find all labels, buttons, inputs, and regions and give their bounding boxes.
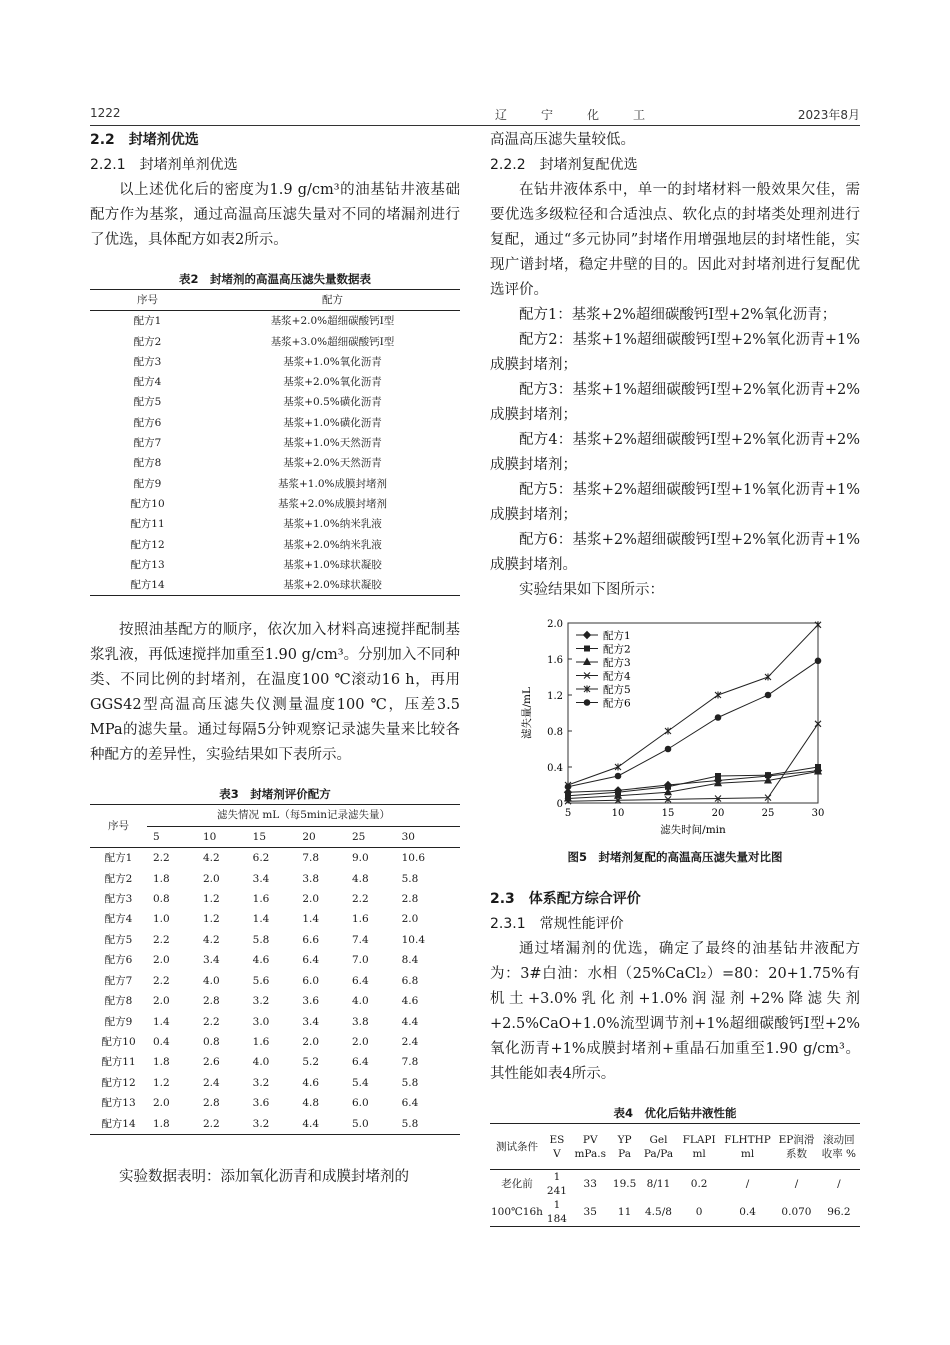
- table-cell: 4.0: [351, 995, 369, 1008]
- table-row: [90, 1114, 460, 1135]
- table-row: [90, 311, 460, 332]
- data-point-5: [615, 764, 621, 771]
- table-cell: 配方3: [104, 893, 133, 906]
- table-cell: 基浆+2.0%超细碳酸钙Ⅰ型: [270, 315, 395, 328]
- table-cell: 配方11: [101, 1056, 136, 1069]
- section-2-2-title: 2.2 封堵剂优选: [90, 132, 199, 148]
- series-line-3: [568, 772, 818, 799]
- legend-marker: [584, 700, 590, 706]
- table-cell: 11: [617, 1206, 632, 1218]
- table-cell: 4.6: [302, 1076, 320, 1089]
- paragraph: 以上述优化后的密度为1.9 g/cm³的油基钻井液基础配方作为基浆，通过高温高压滤失量对不同的堵漏剂进行了优选，具体配方如表2所示。: [90, 182, 460, 248]
- data-point-6: [565, 784, 571, 790]
- table-cell: 3.6: [302, 995, 320, 1008]
- table-row: [90, 950, 460, 970]
- table-cell: 2.0: [203, 872, 220, 885]
- table-row: [90, 930, 460, 950]
- table-cell: 3.2: [252, 995, 270, 1008]
- table-cell: 1.8: [153, 1117, 170, 1130]
- table-cell: 基浆+2.0%天然沥青: [283, 457, 382, 470]
- table-header: 测试条件: [495, 1140, 538, 1153]
- table-cell: 1.2: [203, 893, 220, 906]
- table-cell: 6.0: [351, 1097, 369, 1110]
- table-cell: 10.6: [401, 852, 426, 865]
- table-cell: 配方8: [104, 995, 133, 1008]
- table-cell: 6.0: [302, 974, 320, 987]
- table-cell: 3.4: [252, 872, 270, 885]
- table-cell: 2.2: [203, 1015, 220, 1028]
- table-row: [90, 514, 460, 534]
- table-cell: 0.070: [781, 1206, 812, 1218]
- page-number: 1222: [90, 106, 121, 120]
- table-header: ES V: [549, 1133, 565, 1160]
- table-header-time: 25: [351, 830, 366, 843]
- table-cell: 2.4: [401, 1035, 419, 1048]
- table-cell: 4.0: [252, 1056, 270, 1069]
- table-cell: 基浆+0.5%磺化沥青: [283, 396, 382, 409]
- table-row: [90, 971, 460, 991]
- table-3: [90, 804, 460, 1135]
- x-tick-label: 25: [761, 808, 775, 819]
- table-cell: 7.8: [401, 1056, 419, 1069]
- table-cell: /: [794, 1178, 799, 1190]
- table-cell: 6.2: [252, 852, 270, 865]
- x-tick-label: 10: [611, 808, 625, 819]
- table-cell: 4.2: [203, 852, 220, 865]
- table-cell: 8/11: [646, 1178, 671, 1190]
- formula-item: 配方4：基浆+2%超细碳酸钙Ⅰ型+2%氧化沥青+2%成膜封堵剂；: [490, 432, 860, 473]
- table-cell: 配方6: [104, 954, 133, 967]
- table-cell: 基浆+1.0%氧化沥青: [283, 355, 382, 368]
- formula-item: 配方2：基浆+1%超细碳酸钙Ⅰ型+2%氧化沥青+1%成膜封堵剂；: [490, 332, 860, 373]
- table-cell: 配方2: [104, 872, 133, 885]
- table-cell: 配方10: [130, 497, 165, 510]
- table-cell: 1.6: [351, 913, 369, 926]
- table-cell: 配方8: [133, 457, 162, 470]
- table-cell: 2.0: [153, 995, 170, 1008]
- table-cell: 1.4: [252, 913, 270, 926]
- table-cell: 4.4: [401, 1015, 419, 1028]
- table-cell: 7.4: [351, 933, 369, 946]
- table-cell: 配方11: [130, 518, 165, 531]
- table-cell: 0.8: [153, 893, 170, 906]
- table-header-time: 15: [252, 830, 267, 843]
- table-3-caption: 表3 封堵剂评价配方: [219, 787, 331, 802]
- table-cell: 4.6: [401, 995, 419, 1008]
- y-tick-label: 0.4: [547, 763, 563, 774]
- table-cell: 9.0: [351, 852, 369, 865]
- data-point-5: [765, 674, 771, 681]
- table-cell: 5.4: [351, 1076, 369, 1089]
- table-cell: 4.4: [302, 1117, 320, 1130]
- table-cell: 0.2: [690, 1178, 708, 1190]
- data-point-5: [715, 692, 721, 699]
- table-cell: 配方10: [101, 1035, 136, 1048]
- series-line-4: [568, 724, 818, 801]
- x-tick-label: 30: [811, 808, 825, 819]
- paragraph: 实验结果如下图所示：: [519, 582, 664, 598]
- table-cell: 3.2: [252, 1117, 270, 1130]
- data-point-5: [815, 621, 821, 628]
- table-cell: 3.8: [302, 872, 320, 885]
- journal-name: 辽宁化工: [495, 108, 680, 122]
- table-cell: 配方4: [133, 376, 162, 389]
- table-cell: 2.0: [153, 1097, 170, 1110]
- table-cell: 7.0: [351, 954, 369, 967]
- table-cell: 2.4: [203, 1076, 220, 1089]
- table-cell: 配方7: [104, 974, 133, 987]
- table-cell: 配方13: [101, 1097, 136, 1110]
- table-row: [90, 392, 460, 412]
- formula-list: [490, 303, 860, 578]
- table-cell: 配方14: [130, 579, 165, 592]
- table-cell: 配方13: [130, 558, 165, 571]
- table-4-caption: 表4 优化后钻井液性能: [613, 1106, 737, 1120]
- table-row: [90, 869, 460, 889]
- table-cell: 1.0: [153, 913, 170, 926]
- table-cell: 基浆+2.0%氧化沥青: [283, 376, 382, 389]
- data-point-6: [715, 715, 721, 721]
- table-cell: 2.0: [302, 1035, 320, 1048]
- table-cell: 配方4: [104, 913, 133, 926]
- table-cell: 0: [695, 1206, 703, 1218]
- x-tick-label: 20: [711, 808, 725, 819]
- table-header: YP Pa: [617, 1133, 632, 1160]
- paragraph-continuation: 高温高压滤失量较低。: [490, 132, 635, 148]
- right-column: [490, 128, 860, 1227]
- table-cell: 96.2: [827, 1206, 851, 1218]
- paragraph: 按照油基配方的顺序，依次加入材料高速搅拌配制基浆乳液，再低速搅拌加重至1.90 g/cm³。分别加入不同种类、不同比例的封堵剂，在温度100 ℃滚动16 h，再用GGS42型高温高压滤失仪测量温度100 ℃，压差3.5 MPa的滤失量。通过每隔5分钟观察记录滤失量来比较各种配方的差异性，实验结果如下表所示。: [90, 622, 460, 764]
- issue-date: 2023年8月: [797, 108, 860, 122]
- table-cell: 1.6: [252, 893, 270, 906]
- table-row: [90, 889, 460, 909]
- x-tick-label: 5: [564, 808, 572, 819]
- table-cell: 基浆+3.0%超细碳酸钙Ⅰ型: [270, 335, 395, 348]
- table-cell: 6.8: [401, 974, 419, 987]
- data-point-6: [665, 746, 671, 752]
- table-cell: 5.8: [401, 1117, 419, 1130]
- section-2-3-title: 2.3 体系配方综合评价: [490, 891, 641, 907]
- section-2-2-2-title: 2.2.2 封堵剂复配优选: [490, 157, 638, 173]
- table-cell: 配方6: [133, 416, 162, 429]
- table-cell: 2.0: [351, 1035, 369, 1048]
- table-cell: 4.0: [203, 974, 220, 987]
- table-cell: 1.2: [153, 1076, 170, 1089]
- table-cell: 5.6: [252, 974, 270, 987]
- table-cell: 4.5/8: [645, 1206, 672, 1218]
- header-rule: [90, 125, 860, 126]
- table-header: PV mPa.s: [574, 1133, 607, 1160]
- table-cell: 配方3: [133, 355, 162, 368]
- table-header: 序号: [137, 294, 158, 306]
- page-header: [90, 106, 860, 124]
- table-row: [90, 555, 460, 575]
- table-row: [90, 494, 460, 514]
- table-cell: 基浆+2.0%成膜封堵剂: [278, 497, 387, 510]
- table-row: [90, 352, 460, 372]
- table-cell: 7.8: [302, 852, 320, 865]
- table-cell: /: [837, 1178, 841, 1190]
- table-header: Gel Pa/Pa: [643, 1133, 674, 1160]
- legend-label: 配方3: [603, 657, 631, 669]
- table-header: FLHTHP ml: [724, 1133, 771, 1160]
- table-cell: 配方1: [133, 315, 162, 328]
- table-row: [90, 474, 460, 494]
- table-cell: 1.2: [203, 913, 220, 926]
- table-cell: 2.8: [401, 893, 419, 906]
- table-cell: 配方12: [130, 538, 165, 551]
- table-header-time: 30: [401, 830, 415, 843]
- table-cell: /: [745, 1178, 750, 1190]
- table-header-time: 5: [153, 830, 160, 843]
- table-cell: 基浆+2.0%纳米乳液: [283, 538, 382, 551]
- table-cell: 0.8: [203, 1035, 220, 1048]
- table-cell: 5.8: [401, 872, 419, 885]
- table-cell: 1.4: [302, 913, 320, 926]
- table-cell: 33: [583, 1178, 597, 1190]
- table-cell: 2.0: [302, 893, 320, 906]
- table-cell: 2.2: [153, 933, 170, 946]
- legend-label: 配方4: [603, 670, 631, 683]
- table-row: [90, 1012, 460, 1032]
- table-cell: 6.4: [351, 974, 369, 987]
- table-row: [90, 1073, 460, 1093]
- table-row: [90, 1093, 460, 1113]
- table-cell: 2.0: [401, 913, 419, 926]
- table-cell: 基浆+1.0%成膜封堵剂: [278, 477, 387, 490]
- table-cell: 4.2: [203, 933, 220, 946]
- table-cell: 配方9: [104, 1015, 133, 1028]
- table-header-time: 10: [203, 830, 217, 843]
- table-cell: 6.4: [302, 954, 320, 967]
- table-cell: 配方5: [133, 396, 162, 409]
- table-row: [90, 433, 460, 453]
- table-row: [90, 332, 460, 352]
- x-axis-label: 滤失时间/min: [660, 824, 726, 836]
- table-cell: 基浆+1.0%磺化沥青: [283, 416, 382, 429]
- figure-5-caption: 图5 封堵剂复配的高温高压滤失量对比图: [567, 850, 783, 864]
- table-4: [490, 1123, 860, 1227]
- table-cell: 1.4: [153, 1015, 170, 1028]
- table-cell: 2.8: [203, 995, 220, 1008]
- table-cell: 1.8: [153, 872, 170, 885]
- table-header: 滚动回收率 %: [821, 1133, 857, 1160]
- legend-marker: [585, 646, 590, 651]
- table-header: EP润滑系数: [778, 1133, 815, 1160]
- table-cell: 100℃16h: [491, 1206, 543, 1218]
- table-cell: 基浆+1.0%天然沥青: [283, 437, 382, 450]
- table-row: [90, 575, 460, 596]
- legend-label: 配方2: [603, 643, 631, 656]
- table-header-time: 20: [302, 830, 316, 843]
- table-cell: 配方2: [133, 335, 162, 348]
- table-cell: 2.8: [203, 1097, 220, 1110]
- table-cell: 3.0: [252, 1015, 270, 1028]
- table-cell: 6.4: [401, 1097, 419, 1110]
- data-point-6: [815, 658, 821, 664]
- table-cell: 6.6: [302, 933, 320, 946]
- data-point-6: [765, 692, 771, 698]
- table-cell: 1.6: [252, 1035, 270, 1048]
- table-header: 序号: [108, 820, 129, 833]
- table-row: [490, 1198, 860, 1227]
- table-row: [90, 413, 460, 433]
- table-row: [90, 991, 460, 1011]
- table-cell: 4.8: [351, 872, 369, 885]
- table-cell: 2.2: [153, 852, 170, 865]
- paragraph: 实验数据表明：添加氧化沥青和成膜封堵剂的: [119, 1168, 409, 1185]
- table-cell: 0.4: [153, 1035, 170, 1048]
- x-tick-label: 15: [661, 808, 675, 819]
- formula-item: 配方3：基浆+1%超细碳酸钙Ⅰ型+2%氧化沥青+2%成膜封堵剂；: [490, 382, 860, 423]
- y-axis-label: 滤失量/mL: [521, 687, 533, 739]
- table-row: [90, 372, 460, 392]
- table-cell: 基浆+1.0%球状凝胶: [283, 558, 382, 571]
- y-tick-label: 1.6: [547, 655, 563, 666]
- table-header-group: 滤失情况 mL（每5min记录滤失量）: [147, 805, 460, 826]
- y-tick-label: 2.0: [547, 619, 563, 630]
- formula-item: 配方5：基浆+2%超细碳酸钙Ⅰ型+1%氧化沥青+1%成膜封堵剂；: [490, 482, 860, 523]
- table-cell: 5.2: [302, 1056, 320, 1069]
- table-cell: 2.2: [203, 1117, 220, 1130]
- table-cell: 5.8: [401, 1076, 419, 1089]
- legend-label: 配方6: [603, 697, 631, 710]
- formula-item: 配方6：基浆+2%超细碳酸钙Ⅰ型+2%氧化沥青+1%成膜封堵剂。: [490, 532, 860, 573]
- table-cell: 5.0: [351, 1117, 369, 1130]
- table-row: [90, 909, 460, 929]
- section-2-3-1-title: 2.3.1 常规性能评价: [490, 916, 624, 932]
- table-2: [90, 289, 460, 596]
- data-point-5: [665, 728, 671, 735]
- table-cell: 3.4: [302, 1015, 320, 1028]
- table-header: FLAPI ml: [682, 1133, 716, 1160]
- table-row: [90, 1052, 460, 1072]
- y-tick-label: 1.2: [547, 691, 563, 702]
- table-cell: 基浆+1.0%纳米乳液: [283, 518, 382, 531]
- table-cell: 1 241: [546, 1171, 567, 1197]
- table-cell: 2.2: [351, 893, 369, 906]
- table-cell: 2.0: [153, 954, 170, 967]
- table-cell: 6.4: [351, 1056, 369, 1069]
- table-cell: 配方5: [104, 933, 133, 946]
- table-cell: 配方1: [104, 852, 133, 865]
- table-cell: 1 184: [546, 1199, 567, 1225]
- table-cell: 8.4: [401, 954, 419, 967]
- table-row: [490, 1170, 860, 1199]
- y-tick-label: 0.8: [547, 727, 563, 738]
- table-2-caption: 表2 封堵剂的高温高压滤失量数据表: [179, 272, 371, 286]
- table-cell: 3.4: [203, 954, 220, 967]
- paragraph: 在钻井液体系中，单一的封堵材料一般效果欠佳，需要优选多级粒径和合适浊点、软化点的封堵类处理剂进行复配，通过“多元协同”封堵作用增强地层的封堵性能，实现广谱封堵，稳定井壁的目的。因此对封堵剂进行复配优选评价。: [490, 182, 860, 298]
- table-cell: 配方9: [133, 477, 162, 490]
- table-cell: 3.6: [252, 1097, 270, 1110]
- table-cell: 2.6: [203, 1056, 220, 1069]
- table-cell: 35: [583, 1206, 597, 1218]
- table-row: [90, 453, 460, 473]
- table-row: [90, 535, 460, 555]
- table-cell: 10.4: [401, 933, 426, 946]
- figure-5-chart: [490, 613, 860, 843]
- table-cell: 4.8: [302, 1097, 320, 1110]
- table-cell: 4.6: [252, 954, 270, 967]
- table-cell: 配方14: [101, 1117, 136, 1130]
- table-cell: 配方7: [133, 437, 162, 450]
- legend-marker: [584, 632, 591, 639]
- table-cell: 老化前: [501, 1178, 533, 1190]
- data-point-6: [615, 773, 621, 779]
- y-tick-label: 0: [556, 799, 563, 810]
- section-2-2-1-title: 2.2.1 封堵剂单剂优选: [90, 157, 238, 173]
- table-cell: 5.8: [252, 933, 270, 946]
- table-row: [90, 848, 460, 869]
- table-cell: 1.8: [153, 1056, 170, 1069]
- table-cell: 0.4: [739, 1206, 756, 1218]
- table-row: [90, 1032, 460, 1052]
- table-cell: 基浆+2.0%球状凝胶: [283, 579, 382, 592]
- left-column: [90, 128, 460, 1190]
- table-cell: 2.2: [153, 974, 170, 987]
- table-cell: 19.5: [612, 1178, 637, 1190]
- table-cell: 3.8: [351, 1015, 369, 1028]
- legend-label: 配方1: [603, 630, 631, 642]
- table-cell: 配方12: [101, 1076, 136, 1089]
- table-header: 配方: [322, 294, 343, 306]
- paragraph: 通过堵漏剂的优选，确定了最终的油基钻井液配方为：3#白油：水相（25%CaCl₂）=80：20+1.75%有机土+3.0%乳化剂+1.0%润湿剂+2%降滤失剂+2.5%CaO+1.0%流型调节剂+1%超细碳酸钙Ⅰ型+2%氧化沥青+1%成膜封堵剂+重晶石加重至1.90 g/cm³。其性能如表4所示。: [490, 941, 860, 1082]
- table-cell: 3.2: [252, 1076, 270, 1089]
- legend-label: 配方5: [603, 684, 631, 696]
- data-point-2: [716, 774, 721, 779]
- formula-item: 配方1：基浆+2%超细碳酸钙Ⅰ型+2%氧化沥青；: [519, 307, 837, 323]
